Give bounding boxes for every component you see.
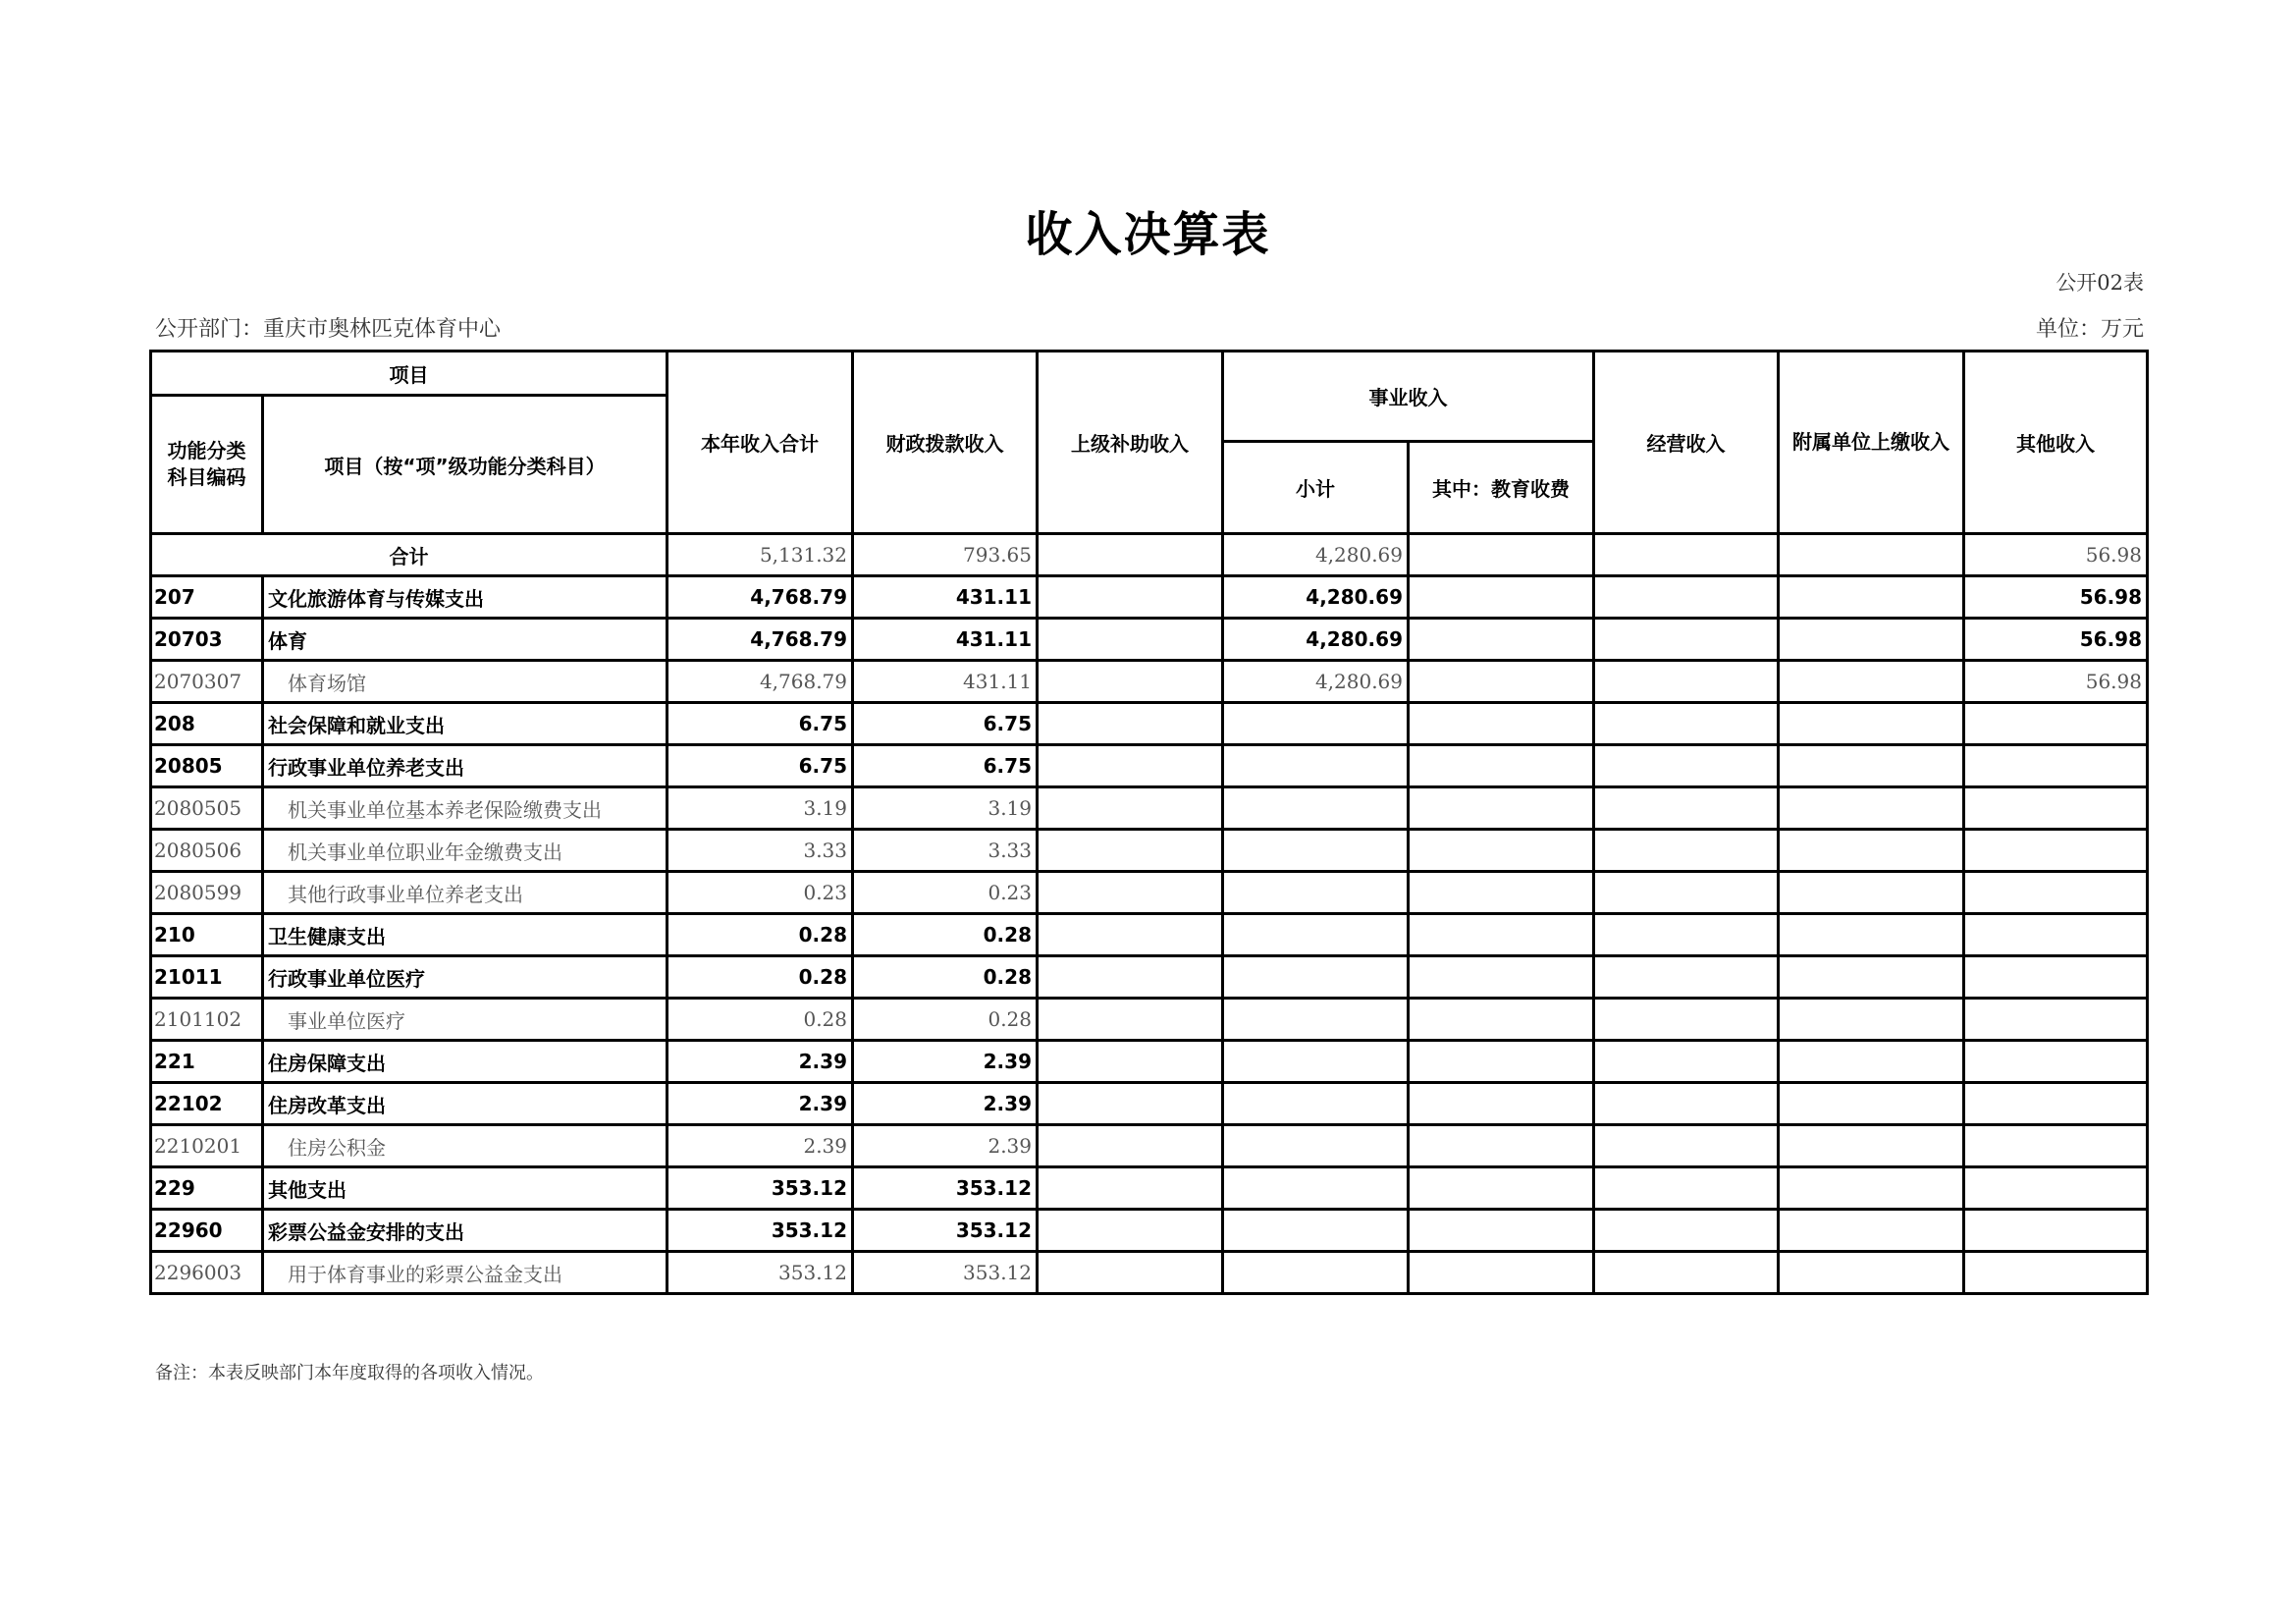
row-value [1779,1252,1964,1294]
row-value [1779,576,1964,619]
row-value: 353.12 [667,1167,853,1210]
row-value [1594,576,1779,619]
row-value: 4,280.69 [1223,661,1409,703]
row-value [1964,830,2148,872]
row-name: 用于体育事业的彩票公益金支出 [263,1252,667,1294]
row-value: 4,280.69 [1223,576,1409,619]
row-value [1779,703,1964,745]
row-value [1223,703,1409,745]
row-value [1038,787,1223,830]
row-code: 22102 [151,1083,263,1125]
row-value: 4,280.69 [1223,619,1409,661]
row-value: 353.12 [667,1252,853,1294]
page-title: 收入决算表 [1025,207,1271,262]
row-value: 4,768.79 [667,661,853,703]
row-code: 210 [151,914,263,956]
header-item: 项目 [151,352,667,396]
row-value [1038,1041,1223,1083]
table-row [151,1210,2148,1252]
row-code: 2080506 [151,830,263,872]
row-name: 文化旅游体育与传媒支出 [263,576,667,619]
header-affiliated: 附属单位上缴收入 [1779,352,1964,534]
total-cell [1038,534,1223,576]
row-name: 体育 [263,619,667,661]
row-value: 0.28 [853,956,1038,999]
row-value [1409,576,1594,619]
table-row [151,1167,2148,1210]
row-value [1779,1041,1964,1083]
row-value: 3.33 [853,830,1038,872]
table-row [151,661,2148,703]
row-name: 住房改革支出 [263,1083,667,1125]
row-value: 6.75 [853,745,1038,787]
header-operating: 经营收入 [1594,352,1779,534]
row-value [1038,576,1223,619]
row-code: 2080599 [151,872,263,914]
row-name: 机关事业单位基本养老保险缴费支出 [263,787,667,830]
row-value [1594,1252,1779,1294]
row-value [1038,872,1223,914]
total-row [151,534,2148,576]
row-value [1964,1167,2148,1210]
row-value [1409,999,1594,1041]
row-value [1038,661,1223,703]
header-name: 项目（按“项”级功能分类科目） [263,396,667,534]
total-cell: 5,131.32 [667,534,853,576]
row-value [1779,1125,1964,1167]
department-label: 公开部门：重庆市奥林匹克体育中心 [155,317,502,342]
row-code: 2296003 [151,1252,263,1294]
row-code: 221 [151,1041,263,1083]
row-value [1779,830,1964,872]
row-value: 0.23 [667,872,853,914]
row-value [1038,745,1223,787]
row-value [1038,1167,1223,1210]
row-name: 其他行政事业单位养老支出 [263,872,667,914]
row-value [1409,661,1594,703]
row-value: 2.39 [853,1125,1038,1167]
row-value [1038,1125,1223,1167]
row-value [1594,1125,1779,1167]
row-value [1964,703,2148,745]
row-value [1409,956,1594,999]
row-value: 4,768.79 [667,619,853,661]
row-value: 0.28 [667,914,853,956]
row-value [1038,1252,1223,1294]
row-value [1409,745,1594,787]
header-business: 事业收入 [1223,352,1594,442]
row-value [1223,1252,1409,1294]
row-value: 0.28 [853,999,1038,1041]
row-value [1964,1210,2148,1252]
row-value [1779,619,1964,661]
row-code: 22960 [151,1210,263,1252]
row-value [1964,1125,2148,1167]
row-value [1594,999,1779,1041]
table-row [151,956,2148,999]
row-name: 住房公积金 [263,1125,667,1167]
row-value [1038,914,1223,956]
row-value [1223,745,1409,787]
row-value [1594,745,1779,787]
row-value [1594,956,1779,999]
table-row [151,787,2148,830]
row-value [1038,999,1223,1041]
row-value [1409,1167,1594,1210]
total-cell [1779,534,1964,576]
row-value: 2.39 [667,1041,853,1083]
table-row [151,703,2148,745]
row-value [1223,956,1409,999]
row-value [1779,999,1964,1041]
row-value [1409,619,1594,661]
row-value: 2.39 [853,1083,1038,1125]
table-row [151,1125,2148,1167]
row-value [1409,914,1594,956]
row-value [1594,619,1779,661]
row-value [1779,745,1964,787]
row-value [1038,1210,1223,1252]
row-value [1409,830,1594,872]
row-value [1038,830,1223,872]
table-row [151,576,2148,619]
row-code: 20805 [151,745,263,787]
row-name: 事业单位医疗 [263,999,667,1041]
row-value: 2.39 [853,1041,1038,1083]
row-value [1594,872,1779,914]
row-value [1038,956,1223,999]
row-name: 其他支出 [263,1167,667,1210]
table-row [151,914,2148,956]
row-value: 0.28 [667,999,853,1041]
row-value [1779,956,1964,999]
row-value: 0.23 [853,872,1038,914]
total-cell [1409,534,1594,576]
row-value [1964,745,2148,787]
row-value [1409,1252,1594,1294]
row-code: 20703 [151,619,263,661]
row-value [1223,1167,1409,1210]
income-table [149,350,2149,1295]
header-other: 其他收入 [1964,352,2148,534]
row-value [1223,830,1409,872]
row-value: 56.98 [1964,576,2148,619]
header-education: 其中：教育收费 [1409,442,1594,534]
row-value: 3.33 [667,830,853,872]
row-name: 机关事业单位职业年金缴费支出 [263,830,667,872]
row-value [1594,787,1779,830]
row-value [1594,1083,1779,1125]
row-value [1594,703,1779,745]
row-value [1964,1083,2148,1125]
row-value: 4,768.79 [667,576,853,619]
total-cell: 56.98 [1964,534,2148,576]
row-value [1594,830,1779,872]
total-cell: 4,280.69 [1223,534,1409,576]
row-value [1594,1167,1779,1210]
table-row [151,999,2148,1041]
row-value [1409,703,1594,745]
row-value [1409,1210,1594,1252]
row-value [1594,1210,1779,1252]
row-value [1779,661,1964,703]
row-value: 431.11 [853,576,1038,619]
table-row [151,872,2148,914]
total-cell: 793.65 [853,534,1038,576]
table-row [151,1041,2148,1083]
row-value [1038,703,1223,745]
total-label: 合计 [151,534,667,576]
table-row [151,745,2148,787]
row-value [1223,872,1409,914]
row-code: 208 [151,703,263,745]
row-value [1223,1041,1409,1083]
row-value [1223,1210,1409,1252]
row-code: 229 [151,1167,263,1210]
row-name: 社会保障和就业支出 [263,703,667,745]
row-value [1409,1041,1594,1083]
row-value [1223,1125,1409,1167]
total-cell [1594,534,1779,576]
header-superior: 上级补助收入 [1038,352,1223,534]
row-value: 6.75 [667,703,853,745]
header-code: 功能分类科目编码 [151,396,263,534]
row-value [1223,999,1409,1041]
row-value: 0.28 [667,956,853,999]
row-value [1964,999,2148,1041]
row-value [1409,1125,1594,1167]
row-value: 0.28 [853,914,1038,956]
row-value: 56.98 [1964,619,2148,661]
row-value: 431.11 [853,619,1038,661]
form-number: 公开02表 [2056,271,2144,295]
row-value [1409,1083,1594,1125]
header-total: 本年收入合计 [667,352,853,534]
row-name: 行政事业单位医疗 [263,956,667,999]
row-value [1409,787,1594,830]
row-value [1964,872,2148,914]
row-value [1779,914,1964,956]
row-value [1223,914,1409,956]
row-value: 353.12 [853,1210,1038,1252]
unit-label: 单位：万元 [2035,317,2144,342]
row-code: 2101102 [151,999,263,1041]
row-value: 431.11 [853,661,1038,703]
row-value [1223,1083,1409,1125]
row-value: 6.75 [667,745,853,787]
table-row [151,1083,2148,1125]
row-value [1964,1041,2148,1083]
table-row [151,619,2148,661]
row-value: 353.12 [853,1167,1038,1210]
row-code: 2070307 [151,661,263,703]
row-value [1779,872,1964,914]
row-value [1964,956,2148,999]
row-code: 207 [151,576,263,619]
row-name: 行政事业单位养老支出 [263,745,667,787]
row-value [1779,1167,1964,1210]
row-name: 体育场馆 [263,661,667,703]
row-value: 353.12 [667,1210,853,1252]
row-value: 353.12 [853,1252,1038,1294]
row-value [1779,1210,1964,1252]
footnote: 备注：本表反映部门本年度取得的各项收入情况。 [155,1363,544,1383]
row-name: 彩票公益金安排的支出 [263,1210,667,1252]
row-value [1038,1083,1223,1125]
row-value [1223,787,1409,830]
row-value [1594,661,1779,703]
row-value [1779,787,1964,830]
row-value [1964,1252,2148,1294]
row-code: 2080505 [151,787,263,830]
header-subtotal: 小计 [1223,442,1409,534]
row-value [1594,1041,1779,1083]
row-value: 2.39 [667,1083,853,1125]
row-value [1964,787,2148,830]
row-name: 住房保障支出 [263,1041,667,1083]
row-value [1594,914,1779,956]
row-name: 卫生健康支出 [263,914,667,956]
row-value: 2.39 [667,1125,853,1167]
row-value [1779,1083,1964,1125]
table-row [151,830,2148,872]
row-value: 3.19 [667,787,853,830]
row-code: 21011 [151,956,263,999]
header-fiscal: 财政拨款收入 [853,352,1038,534]
row-value [1409,872,1594,914]
row-value: 6.75 [853,703,1038,745]
row-value [1964,914,2148,956]
row-value: 3.19 [853,787,1038,830]
table-row [151,1252,2148,1294]
row-value: 56.98 [1964,661,2148,703]
row-value [1038,619,1223,661]
row-code: 2210201 [151,1125,263,1167]
